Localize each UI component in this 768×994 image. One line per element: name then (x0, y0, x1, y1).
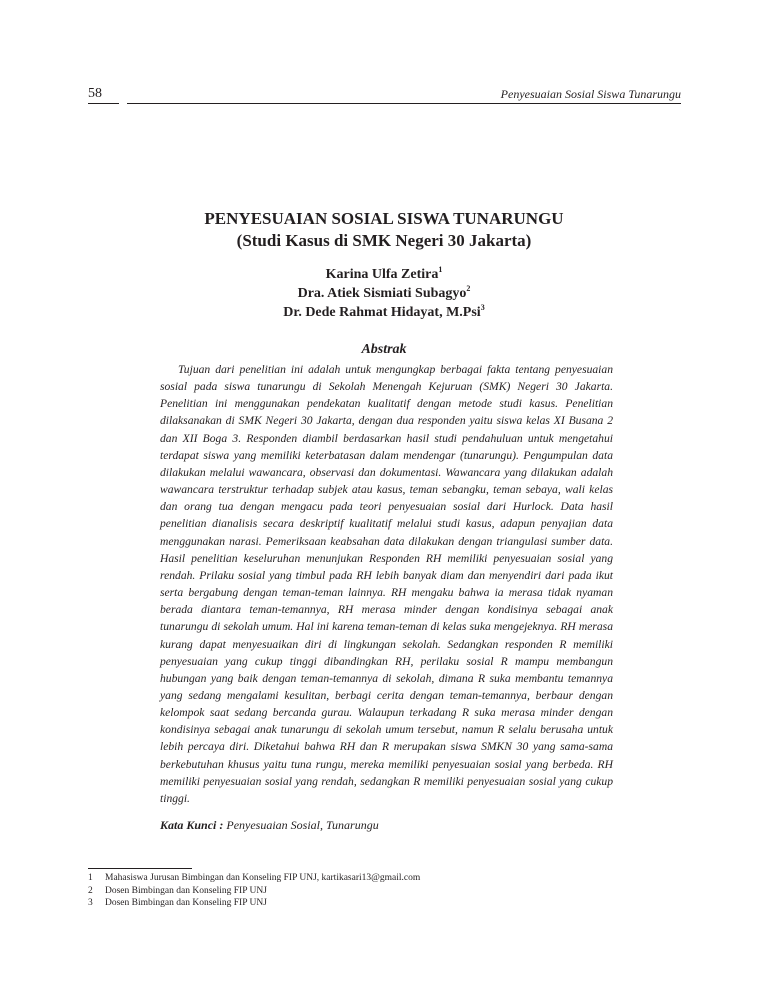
footnote-text: Dosen Bimbingan dan Konseling FIP UNJ (105, 898, 267, 908)
footnote-number: 3 (88, 898, 93, 908)
running-title: Penyesuaian Sosial Siswa Tunarungu (500, 87, 681, 101)
author-list (0, 265, 768, 322)
footnote (88, 872, 420, 885)
footnote (88, 885, 420, 898)
author-footnote-mark: 3 (480, 303, 485, 312)
footnote-text: Mahasiswa Jurusan Bimbingan dan Konseling FIP UNJ, kartikasari13@gmail.com (105, 873, 421, 883)
abstract-body: Tujuan dari penelitian ini adalah untuk mengungkap berbagai fakta tentang penyesuaian sosial pada siswa tunarungu di Sekolah Menengah Kejuruan (SMK) Negeri 30 Jakarta. Penelitian ini menggunakan pendekatan kualitatif dengan metode studi kasus. Penelitian dilaksanakan di SMK Negeri 30 Jakarta, dengan dua responden yaitu siswa kelas XI Busana 2 dan XII Boga 3. Responden diambil berdasarkan hasil studi pendahuluan untuk mengetahui terdapat siswa yang memiliki keterbatasan dalam mendengar (tunarungu). Pengumpulan data dilakukan melalui wawancara, observasi dan dokumentasi. Wawancara yang dilakukan adalah wawancara terstruktur terhadap subjek atau kasus, teman sebangku, teman sebaya, wali kelas dan orang tua dengan mengacu pada teori penyesuaian sosial dari Hurlock. Data hasil penelitian dianalisis secara deskriptif kualitatif melalui studi kasus, adapun penyajian data menggunakan narasi. Pemeriksaan keabsahan data dilakukan dengan triangulasi sumber data. Hasil penelitian keseluruhan menunjukan Responden RH memiliki penyesuaian sosial yang rendah. Prilaku sosial yang timbul pada RH lebih banyak diam dan menyendiri dari pada ikut serta bergabung dengan teman-teman lainnya. RH mengaku bahwa ia merasa tidak nyaman berada diantara teman-temannya, RH merasa minder dengan kondisinya sebagai anak tunarungu di sekolah umum. Hal ini karena teman-teman di kelas suka mengejeknya. RH merasa kurang dapat menyesuaikan diri di lingkungan sekolah. Sedangkan responden R memiliki penyesuaian yang cukup tinggi dibandingkan RH, perilaku sosial R mampu membangun hubungan yang baik dengan teman-temannya di sekolah, dimana R suka membantu temannya yang sedang mengalami kesulitan, berbagi cerita dengan teman-temannya, berbaur dengan kelompok saat sedang bercanda gurau. Walaupun terkadang R suka merasa minder dengan kondisinya sebagai anak tunarungu di sekolah umum tersebut, namun R selalu berusaha untuk lebih percaya diri. Diketahui bahwa RH dan R merupakan siswa SMKN 30 yang sama-sama berkebutuhan khusus yaitu tuna rungu, mereka memiliki penyesuaian sosial yang berbeda. RH memiliki penyesuaian sosial yang rendah, sedangkan R memiliki penyesuaian sosial yang cukup tinggi. (160, 363, 613, 805)
author-2 (0, 284, 768, 303)
keywords-value: Penyesuaian Sosial, Tunarungu (226, 818, 379, 832)
footnote-text: Dosen Bimbingan dan Konseling FIP UNJ (105, 885, 267, 896)
author-name: Karina Ulfa Zetira (325, 267, 439, 282)
author-3 (0, 303, 768, 322)
footnote (88, 897, 420, 910)
title-line-1: PENYESUAIAN SOSIAL SISWA TUNARUNGU (204, 209, 564, 228)
author-name: Dra. Atiek Sismiati Subagyo (297, 286, 467, 301)
author-footnote-mark: 1 (438, 265, 443, 274)
footnote-number: 2 (88, 885, 93, 896)
keywords-label: Kata Kunci : (160, 818, 224, 832)
page-number: 58 (88, 86, 102, 101)
author-1 (0, 265, 768, 284)
footnote-rule (88, 868, 192, 869)
abstract-heading: Abstrak (361, 342, 407, 357)
page-header (88, 86, 681, 106)
author-name: Dr. Dede Rahmat Hidayat, M.Psi (283, 305, 481, 320)
author-footnote-mark: 2 (466, 284, 471, 293)
header-rule-right (127, 103, 681, 104)
footnote-number: 1 (88, 873, 93, 883)
keywords (160, 818, 379, 833)
article-title (0, 208, 768, 252)
title-line-2: (Studi Kasus di SMK Negeri 30 Jakarta) (236, 231, 532, 250)
header-rule-left (88, 103, 119, 104)
footnotes (88, 872, 420, 910)
